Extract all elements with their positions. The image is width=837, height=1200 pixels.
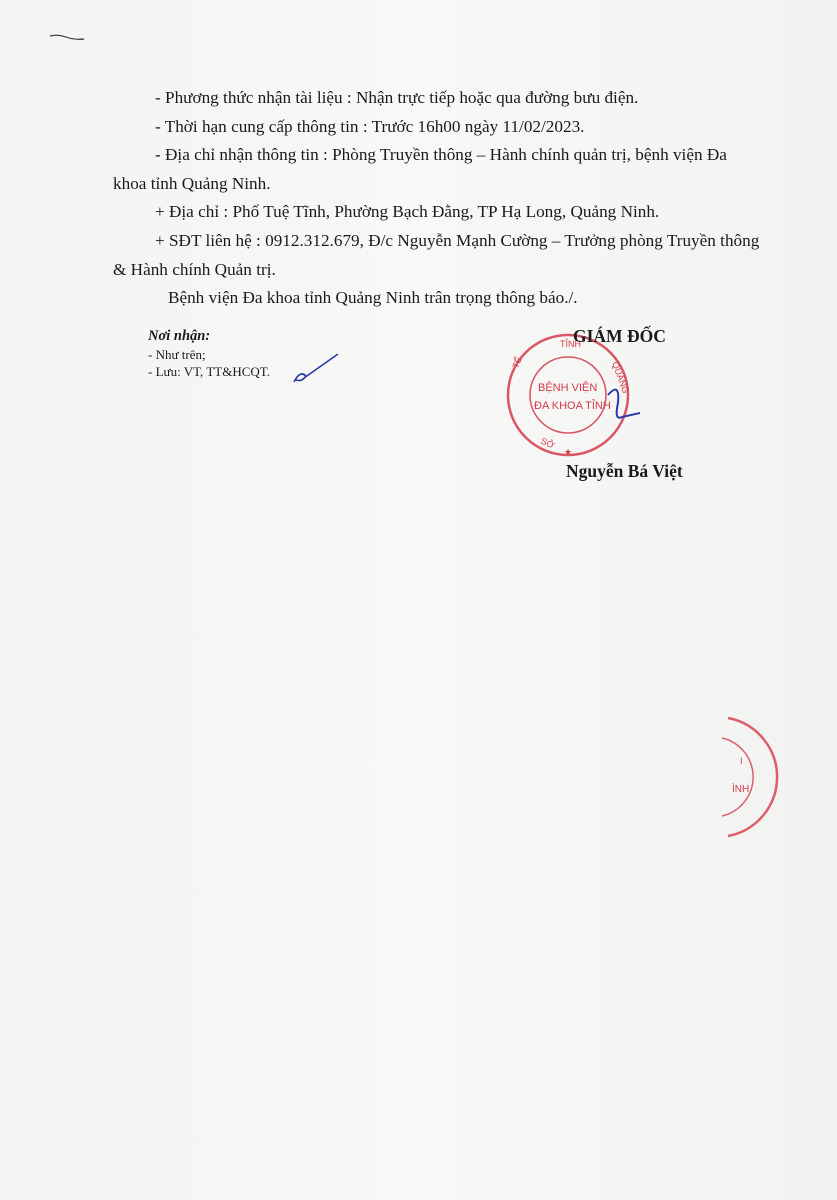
edge-seal-fragment — [718, 712, 788, 842]
seal-line2: ĐA KHOA TỈNH — [534, 400, 611, 412]
delivery-method-line: - Phương thức nhận tài liệu : Nhận trực tiếp hoặc qua đường bưu điện. — [155, 88, 639, 107]
corner-mark — [48, 30, 88, 44]
svg-text:ÌNH: ÌNH — [732, 784, 750, 795]
receiving-address-line: - Địa chỉ nhận thông tin : Phòng Truyền thông – Hành chính quản trị, bệnh viện Đa khoa tỉnh Quảng Ninh. — [113, 145, 727, 193]
closing-line: Bệnh viện Đa khoa tỉnh Quảng Ninh trân trọng thông báo./. — [168, 288, 578, 308]
svg-text:I: I — [740, 756, 743, 766]
recipients-block — [148, 328, 270, 380]
seal-ring-top: TỈNH — [560, 339, 581, 349]
recipient-item: - Lưu: VT, TT&HCQT. — [148, 364, 270, 379]
seal-line1: BỆNH VIỆN — [538, 382, 598, 394]
body-text — [113, 84, 763, 313]
seal-ring-right: QUẢNG — [610, 360, 631, 395]
seal-ring-left: TẾ — [510, 355, 524, 370]
initial-mark — [292, 352, 340, 386]
recipient-item: - Như trên; — [148, 347, 206, 362]
recipients-title: Nơi nhận: — [148, 328, 211, 344]
deadline-line: - Thời hạn cung cấp thông tin : Trước 16h00 ngày 11/02/2023. — [155, 116, 585, 136]
seal-star: ★ — [564, 447, 573, 457]
seal-ring-bottom: SỞ — [539, 435, 556, 451]
phone-contact-line: + SĐT liên hệ : 0912.312.679, Đ/c Nguyễn Mạnh Cường – Trưởng phòng Truyền thông & Hành chính Quản trị. — [113, 230, 760, 279]
street-address-line: + Địa chỉ : Phố Tuệ Tĩnh, Phường Bạch Đằng, TP Hạ Long, Quảng Ninh. — [155, 202, 660, 222]
signature-title: GIÁM ĐỐC — [573, 326, 666, 346]
signer-name: Nguyễn Bá Việt — [566, 461, 683, 481]
